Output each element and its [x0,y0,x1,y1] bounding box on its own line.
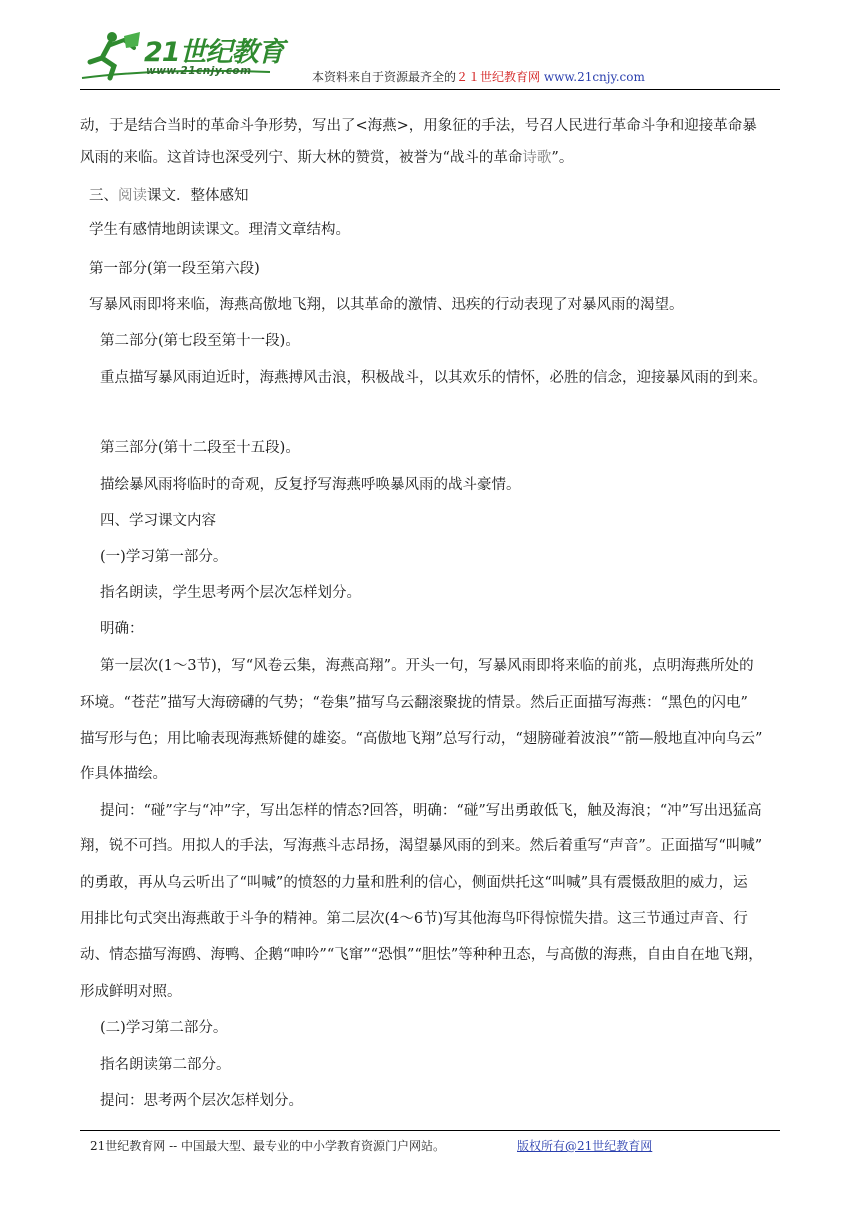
footer-text: 21世纪教育网 -- 中国最大型、最专业的中小学教育资源门户网站。 [90,1139,446,1153]
subsection-heading: (二)学习第二部分。 [100,1020,228,1036]
text-line: 的勇敢，再从乌云听出了“叫喊”的愤怒的力量和胜利的信心，侧面烘托这“叫喊”具有震慑敌胆的威力，运 [80,875,748,891]
text-span: 课文．整体感知 [147,188,249,204]
text-line: 明确： [100,621,144,637]
text-span: 三、 [89,188,118,204]
text-line: 作具体描绘。 [80,766,167,782]
section-heading [89,180,249,212]
text-line: 环境。“苍茫”描写大海磅礴的气势；“卷集”描写乌云翻滚聚拢的情景。然后正面描写海燕：“黑色的闪电” [80,695,748,711]
footer-copyright-link[interactable]: 版权所有@21世纪教育网 [517,1139,653,1153]
header-notice-prefix: 本资料来自于资源最齐全的 [312,70,457,84]
text-line: 写暴风雨即将来临，海燕高傲地飞翔，以其革命的激情、迅疾的行动表现了对暴风雨的渴望。 [89,297,684,313]
footer-divider [80,1130,780,1131]
header-site-link[interactable]: ２１世纪教育网 [456,70,541,84]
text-line: 动，于是结合当时的革命斗争形势，写出了<海燕>，用象征的手法，号召人民进行革命斗争和迎接革命暴 [80,118,757,134]
text-line: 第一层次(1～3节)，写“风卷云集，海燕高翔”。开头一句，写暴风雨即将来临的前兆，点明海燕所处的 [100,658,754,674]
text-line: 描绘暴风雨将临时的奇观，反复抒写海燕呼唤暴风雨的战斗豪情。 [100,477,521,493]
section-heading: 四、学习课文内容 [100,513,216,529]
text-line: 第一部分(第一段至第六段) [89,261,260,277]
text-span: ”。 [551,150,574,166]
text-line: 第三部分(第十二段至十五段)。 [100,440,300,456]
text-line: 指名朗读，学生思考两个层次怎样划分。 [100,585,361,601]
text-span-gray: 阅读 [118,188,147,204]
text-line: 提问：思考两个层次怎样划分。 [100,1093,303,1109]
text-line: 第二部分(第七段至第十一段)。 [100,333,300,349]
text-line: 重点描写暴风雨迫近时，海燕搏风击浪，积极战斗，以其欢乐的情怀，必胜的信念，迎接暴风雨的到来。 [100,370,767,386]
text-line: 学生有感情地朗读课文。理清文章结构。 [89,222,350,238]
text-line: 提问：“碰”字与“冲”字，写出怎样的情态?回答，明确：“碰”写出勇敢低飞，触及海浪；“冲”写出迅猛高 [100,803,762,819]
text-span: 风雨的来临。这首诗也深受列宁、斯大林的赞赏，被誉为“战斗的革命 [80,150,523,166]
text-line: 动、情态描写海鸥、海鸭、企鹅“呻吟”“飞窜”“恐惧”“胆怯”等种种丑态，与高傲的海燕，自由自在地飞翔， [80,947,763,963]
header-url-link[interactable]: www.21cnjy.com [543,70,645,84]
logo-wordmark: 21世纪教育 [144,37,284,68]
text-line: 描写形与色；用比喻表现海燕矫健的雄姿。“高傲地飞翔”总写行动，“翅膀碰着波浪”“箭—般地直冲向乌云” [80,731,763,747]
text-line [80,142,573,174]
text-line: 指名朗读第二部分。 [100,1057,231,1073]
text-line: 用排比句式突出海燕敢于斗争的精神。第二层次(4～6节)写其他海鸟吓得惊慌失措。这三节通过声音、行 [80,911,748,927]
subsection-heading: (一)学习第一部分。 [100,549,228,565]
text-span-gray: 诗歌 [522,150,552,166]
text-line: 翔，锐不可挡。用拟人的手法，写海燕斗志昂扬，渴望暴风雨的到来。然后着重写“声音”。正面描写“叫喊” [80,838,763,854]
text-line: 形成鲜明对照。 [80,984,182,1000]
logo-url: www.21cnjy.com [146,65,252,77]
